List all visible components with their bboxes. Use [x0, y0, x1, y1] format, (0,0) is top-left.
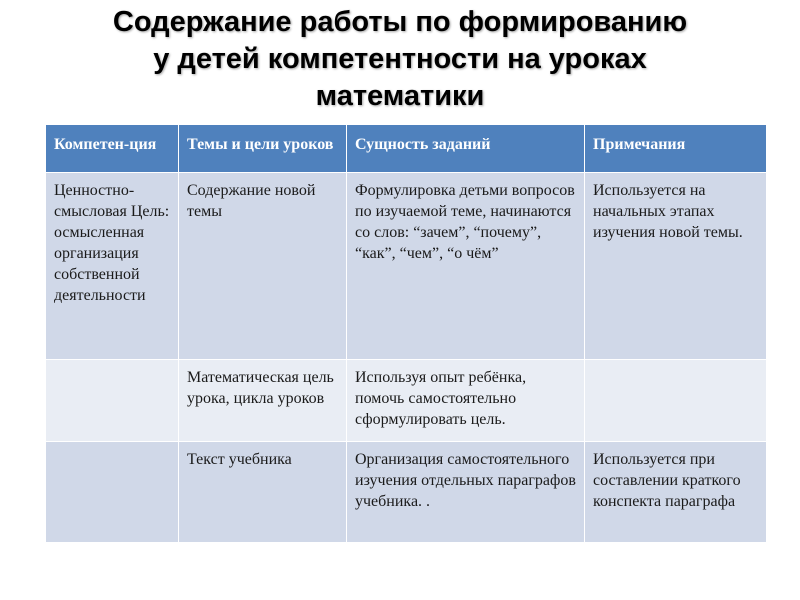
table-cell — [585, 360, 767, 442]
slide-title-line-1: Содержание работы по формированию — [112, 6, 688, 38]
table-cell: Содержание новой темы — [179, 173, 347, 360]
header-competence: Компетен-ция — [46, 125, 179, 173]
table-header-row — [46, 125, 767, 173]
slide-title-line-3: математики — [315, 80, 485, 112]
header-topics-goals: Темы и цели уроков — [179, 125, 347, 173]
table-cell — [46, 442, 179, 543]
table-cell: Текст учебника — [179, 442, 347, 543]
competence-table — [45, 124, 767, 543]
header-notes: Примечания — [585, 125, 767, 173]
slide-title — [0, 4, 800, 115]
table-row — [46, 442, 767, 543]
table-cell: Используя опыт ребёнка, помочь самостоятельно сформулировать цель. — [347, 360, 585, 442]
table-cell: Математическая цель урока, цикла уроков — [179, 360, 347, 442]
table-cell: Организация самостоятельного изучения отдельных параграфов учебника. . — [347, 442, 585, 543]
table-cell — [46, 360, 179, 442]
table-row — [46, 360, 767, 442]
header-task-essence: Сущность заданий — [347, 125, 585, 173]
table-cell: Используется при составлении краткого конспекта параграфа — [585, 442, 767, 543]
table-cell: Формулировка детьми вопросов по изучаемой теме, начинаются со слов: “зачем”, “почему”, “как”, “чем”, “о чём” — [347, 173, 585, 360]
table-cell: Используется на начальных этапах изучения новой темы. — [585, 173, 767, 360]
table-row — [46, 173, 767, 360]
table-cell: Ценностно-смысловая Цель: осмысленная организация собственной деятельности — [46, 173, 179, 360]
slide-title-line-2: у детей компетентности на уроках — [153, 43, 647, 75]
